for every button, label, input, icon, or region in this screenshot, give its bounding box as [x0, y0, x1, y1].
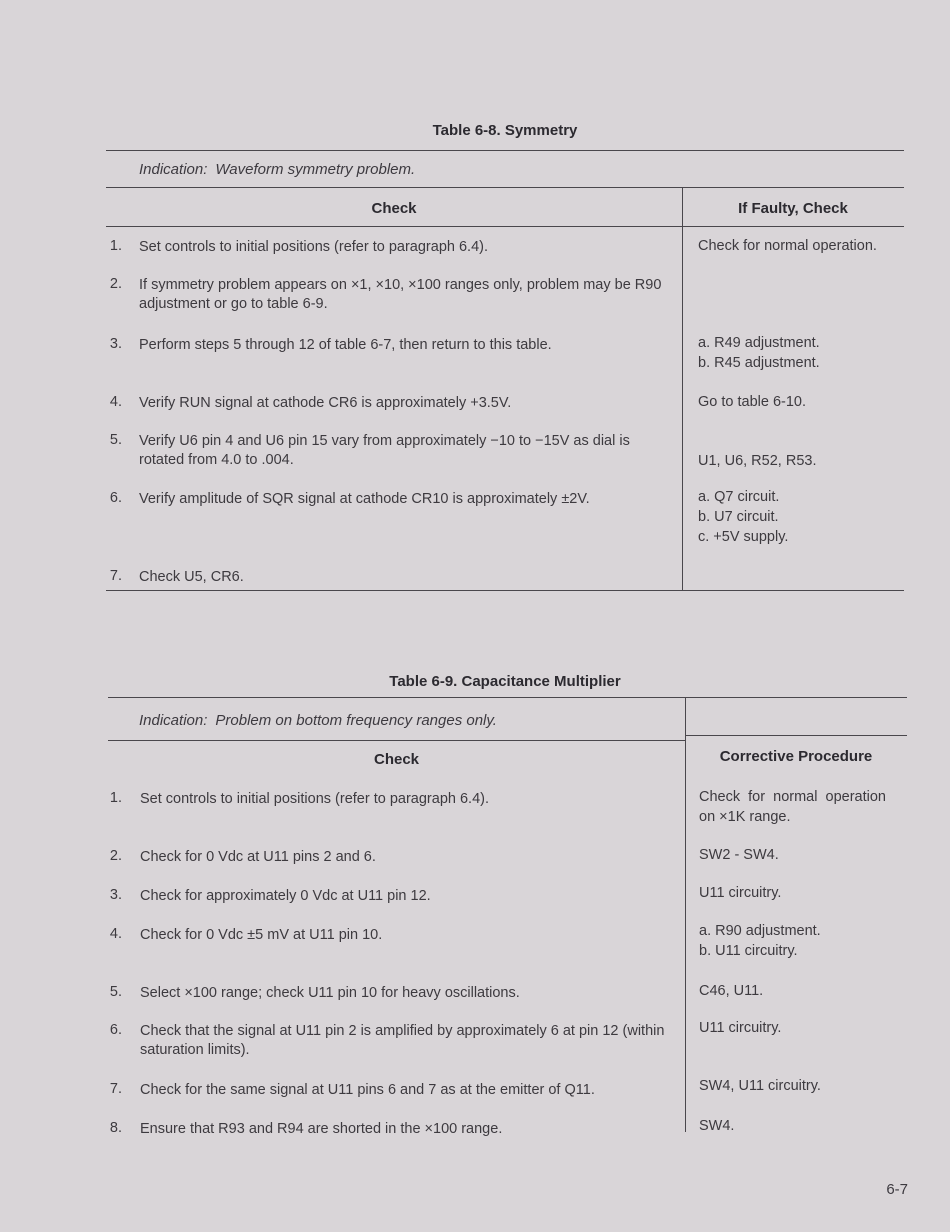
- table-6-9-indication: [139, 712, 497, 729]
- table-6-9-caption: Table 6-9. Capacitance Multiplier: [389, 673, 621, 690]
- indication-text: Problem on bottom frequency ranges only.: [215, 712, 497, 729]
- step-text: Check for 0 Vdc ±5 mV at U11 pin 10.: [140, 927, 383, 943]
- step-text: Select ×100 range; check U11 pin 10 for heavy oscillations.: [140, 985, 520, 1001]
- step-text: Check for the same signal at U11 pins 6 and 7 as at the emitter of Q11.: [140, 1082, 595, 1098]
- step-number: 6.: [109, 490, 122, 506]
- fault-check-item: SW4.: [699, 1118, 735, 1134]
- page-number: 6-7: [886, 1181, 908, 1198]
- table-6-8-header-bottom-rule: [106, 226, 904, 227]
- step-number: 7.: [109, 568, 122, 584]
- step-text: Check for approximately 0 Vdc at U11 pin 12.: [140, 888, 431, 904]
- step-number: 1.: [109, 790, 122, 806]
- table-6-9-col-check: Check: [373, 751, 420, 768]
- step-text: Set controls to initial positions (refer to paragraph 6.4).: [139, 239, 488, 255]
- step-number: 6.: [109, 1022, 122, 1038]
- fault-check-item: Check for normal operation.: [698, 238, 877, 254]
- step-number: 7.: [109, 1081, 122, 1097]
- table-6-8-top-rule: [106, 150, 904, 151]
- fault-check-item: U11 circuitry.: [699, 885, 782, 901]
- step-number: 5.: [109, 984, 122, 1000]
- fault-check-item: b. R45 adjustment.: [698, 355, 820, 371]
- table-6-8-indication: [139, 161, 415, 178]
- step-text: Verify U6 pin 4 and U6 pin 15 vary from approximately −10 to −15V as dial is rotated from 4.0 to .004.: [139, 433, 630, 468]
- fault-check-item: Check for normal operation: [699, 789, 886, 805]
- step-number: 4.: [109, 394, 122, 410]
- step-text: If symmetry problem appears on ×1, ×10, ×100 ranges only, problem may be R90 adjustment or go to table 6-9.: [139, 277, 662, 312]
- step-text: Ensure that R93 and R94 are shorted in the ×100 range.: [140, 1121, 503, 1137]
- step-number: 2.: [109, 276, 122, 292]
- fault-check-item: b. U7 circuit.: [698, 509, 779, 525]
- table-6-9-col-procedure: Corrective Procedure: [719, 748, 873, 765]
- step-number: 3.: [109, 887, 122, 903]
- fault-check-item: a. R90 adjustment.: [699, 923, 821, 939]
- fault-check-item: U1, U6, R52, R53.: [698, 453, 817, 469]
- step-text: Verify amplitude of SQR signal at cathode CR10 is approximately ±2V.: [139, 491, 590, 507]
- fault-check-item: a. Q7 circuit.: [698, 489, 780, 505]
- step-text: Check U5, CR6.: [139, 569, 244, 585]
- fault-check-item: SW4, U11 circuitry.: [699, 1078, 821, 1094]
- indication-label: Indication:: [139, 161, 208, 178]
- table-6-9-right-header-rule: [685, 735, 907, 736]
- table-6-8-column-divider: [682, 187, 683, 591]
- table-6-9-indication-rule: [108, 740, 685, 741]
- indication-text: Waveform symmetry problem.: [215, 161, 416, 178]
- fault-check-item: c. +5V supply.: [698, 529, 789, 545]
- step-number: 2.: [109, 848, 122, 864]
- table-6-8-bottom-rule: [106, 590, 904, 591]
- table-6-8-col-fault: If Faulty, Check: [738, 200, 848, 217]
- fault-check-item: SW2 - SW4.: [699, 847, 779, 863]
- step-text: Verify RUN signal at cathode CR6 is approximately +3.5V.: [139, 395, 512, 411]
- step-number: 5.: [109, 432, 122, 448]
- step-text: Check that the signal at U11 pin 2 is amplified by approximately 6 at pin 12 (within saturation limits).: [140, 1023, 665, 1058]
- fault-check-item: Go to table 6-10.: [698, 394, 807, 410]
- step-text: Check for 0 Vdc at U11 pins 2 and 6.: [140, 849, 376, 865]
- step-text: Perform steps 5 through 12 of table 6-7, then return to this table.: [139, 337, 552, 353]
- fault-check-item: on ×1K range.: [699, 809, 791, 825]
- step-number: 4.: [109, 926, 122, 942]
- indication-label: Indication:: [139, 712, 208, 729]
- fault-check-item: a. R49 adjustment.: [698, 335, 820, 351]
- table-6-8-caption: Table 6-8. Symmetry: [432, 122, 578, 139]
- table-6-8-col-check: Check: [371, 200, 417, 217]
- fault-check-item: U11 circuitry.: [699, 1020, 782, 1036]
- step-number: 8.: [109, 1120, 122, 1136]
- table-6-9-top-rule: [108, 697, 907, 698]
- step-text: Set controls to initial positions (refer to paragraph 6.4).: [140, 791, 489, 807]
- table-6-8-header-top-rule: [106, 187, 904, 188]
- step-number: 1.: [109, 238, 122, 254]
- step-number: 3.: [109, 336, 122, 352]
- fault-check-item: C46, U11.: [699, 983, 764, 999]
- fault-check-item: b. U11 circuitry.: [699, 943, 798, 959]
